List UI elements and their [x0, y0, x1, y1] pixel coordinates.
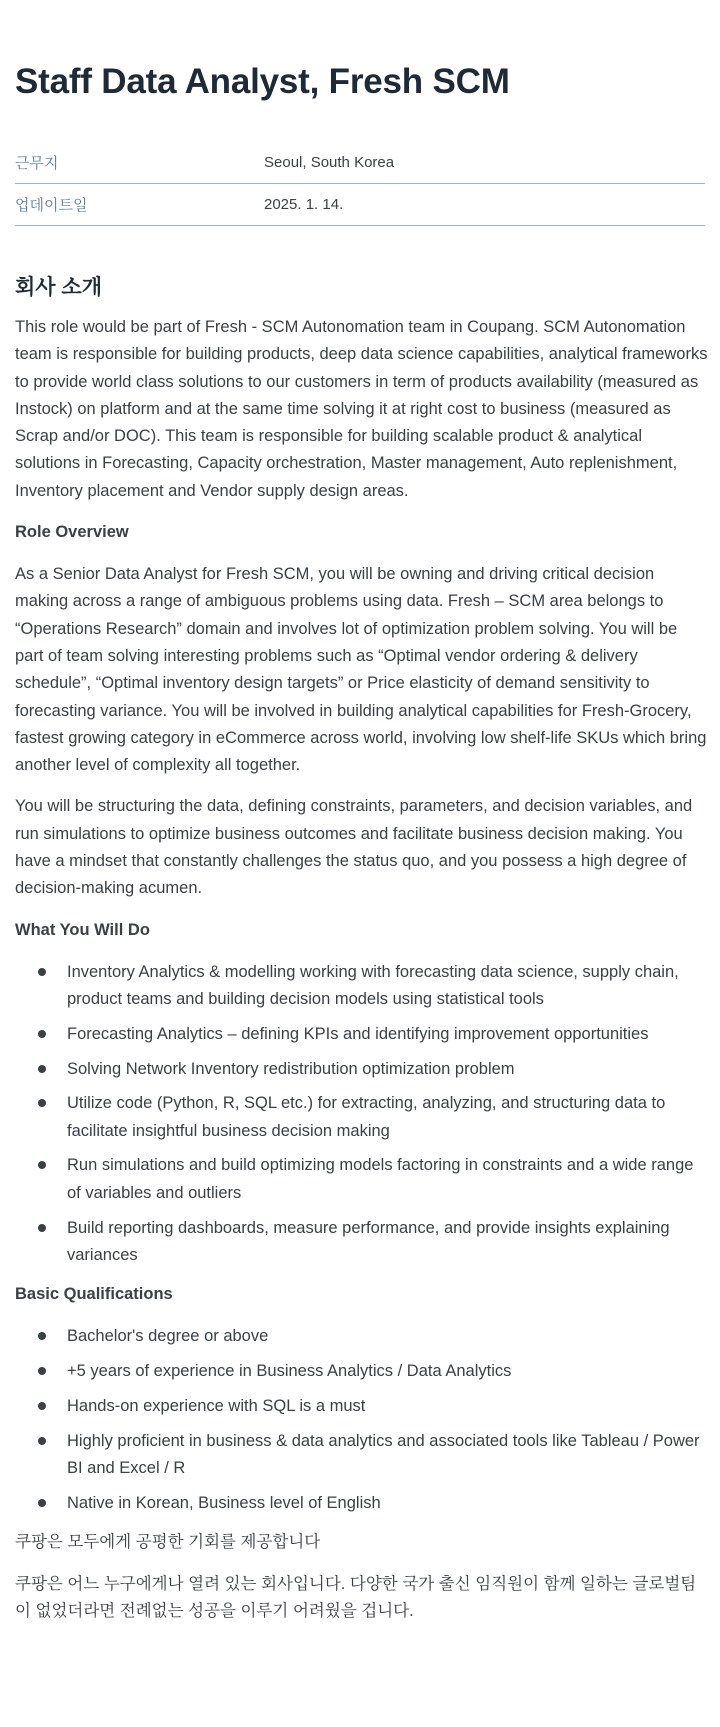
list-item-text: +5 years of experience in Business Analytics / Data Analytics [67, 1361, 512, 1380]
meta-label-location: 근무지 [15, 155, 59, 172]
bullet-icon [37, 1436, 47, 1446]
list-item-text: Bachelor's degree or above [67, 1327, 269, 1346]
list-item [15, 1490, 710, 1517]
list-item [15, 1215, 710, 1270]
what-you-will-do-heading: What You Will Do [15, 920, 150, 939]
company-intro-text: This role would be part of Fresh - SCM Autonomation team in Coupang. SCM Autonomation team is responsible for building products, deep data science capabilities, analytical frameworks to provide world class solutions to our customers in term of products availability (measured as Instock) on platform and at the same time solving it at right cost to business (measured as Scrap and/or DOC). This team is responsible for building scalable product & analytical solutions in Forecasting, Capacity orchestration, Master management, Auto replenishment, Inventory placement and Vendor supply design areas. [15, 318, 708, 500]
list-item [15, 1323, 710, 1350]
bullet-icon [37, 1064, 47, 1074]
role-overview-paragraph: You will be structuring the data, defining constraints, parameters, and decision variables, and run simulations to optimize business outcomes and facilitate business decision making. You have a mindset that constantly challenges the status quo, and you possess a high degree of decision-making acumen. [15, 797, 693, 898]
list-item [15, 1056, 710, 1083]
role-overview-heading: Role Overview [15, 523, 129, 542]
meta-row-updated [15, 184, 705, 226]
meta-label-updated: 업데이트일 [15, 197, 88, 214]
bullet-icon [37, 1401, 47, 1411]
bullet-icon [37, 967, 47, 977]
bullet-icon [37, 1029, 47, 1039]
basic-qualifications-heading: Basic Qualifications [15, 1285, 173, 1304]
bullet-icon [37, 1498, 47, 1508]
meta-row-location [15, 142, 705, 184]
list-item-text: Highly proficient in business & data analytics and associated tools like Tableau / Power BI and Excel / R [67, 1431, 700, 1477]
list-item-text: Build reporting dashboards, measure performance, and provide insights explaining variances [67, 1218, 670, 1264]
job-description [15, 270, 710, 1639]
meta-value-updated: 2025. 1. 14. [264, 196, 344, 213]
list-item-text: Run simulations and build optimizing models factoring in constraints and a wide range of variables and outliers [67, 1156, 694, 1202]
bullet-icon [37, 1223, 47, 1233]
job-meta-table [15, 142, 705, 226]
what-you-will-do-list [15, 959, 710, 1269]
job-title: Staff Data Analyst, Fresh SCM [15, 62, 510, 101]
bullet-icon [37, 1331, 47, 1341]
bullet-icon [37, 1160, 47, 1170]
list-item-text: Hands-on experience with SQL is a must [67, 1396, 366, 1415]
list-item [15, 1152, 710, 1207]
list-item [15, 1021, 710, 1048]
basic-qualifications-list [15, 1323, 710, 1517]
list-item-text: Forecasting Analytics – defining KPIs and identifying improvement opportunities [67, 1024, 649, 1043]
bullet-icon [37, 1366, 47, 1376]
list-item-text: Native in Korean, Business level of English [67, 1493, 381, 1512]
equal-opportunity-text: 쿠팡은 어느 누구에게나 열려 있는 회사입니다. 다양한 국가 출신 임직원이 함께 일하는 글로벌팀이 없었더라면 전례없는 성공을 이루기 어려웠을 겁니다. [15, 1574, 697, 1621]
list-item [15, 1428, 710, 1483]
list-item [15, 1090, 710, 1145]
list-item [15, 959, 710, 1014]
company-intro-heading: 회사 소개 [15, 276, 102, 299]
role-overview-paragraph: As a Senior Data Analyst for Fresh SCM, you will be owning and driving critical decision making across a range of ambiguous problems using data. Fresh – SCM area belongs to “Operations Research” domain and involves lot of optimization problem solving. You will be part of team solving interesting problems such as “Optimal vendor ordering & delivery schedule”, “Optimal inventory design targets” or Price elasticity of demand sensitivity to forecasting variance. You will be involved in building analytical capabilities for Fresh-Grocery, fastest growing category in eCommerce across world, involving low shelf-life SKUs which bring another level of complexity all together. [15, 565, 707, 775]
list-item-text: Utilize code (Python, R, SQL etc.) for extracting, analyzing, and structuring data to facilitate insightful business decision making [67, 1094, 666, 1140]
meta-value-location: Seoul, South Korea [264, 154, 395, 171]
list-item-text: Solving Network Inventory redistribution optimization problem [67, 1059, 515, 1078]
bullet-icon [37, 1098, 47, 1108]
list-item-text: Inventory Analytics & modelling working with forecasting data science, supply chain, product teams and building decision models using statistical tools [67, 962, 679, 1008]
equal-opportunity-heading: 쿠팡은 모두에게 공평한 기회를 제공합니다 [15, 1532, 321, 1551]
list-item [15, 1358, 710, 1385]
list-item [15, 1393, 710, 1420]
